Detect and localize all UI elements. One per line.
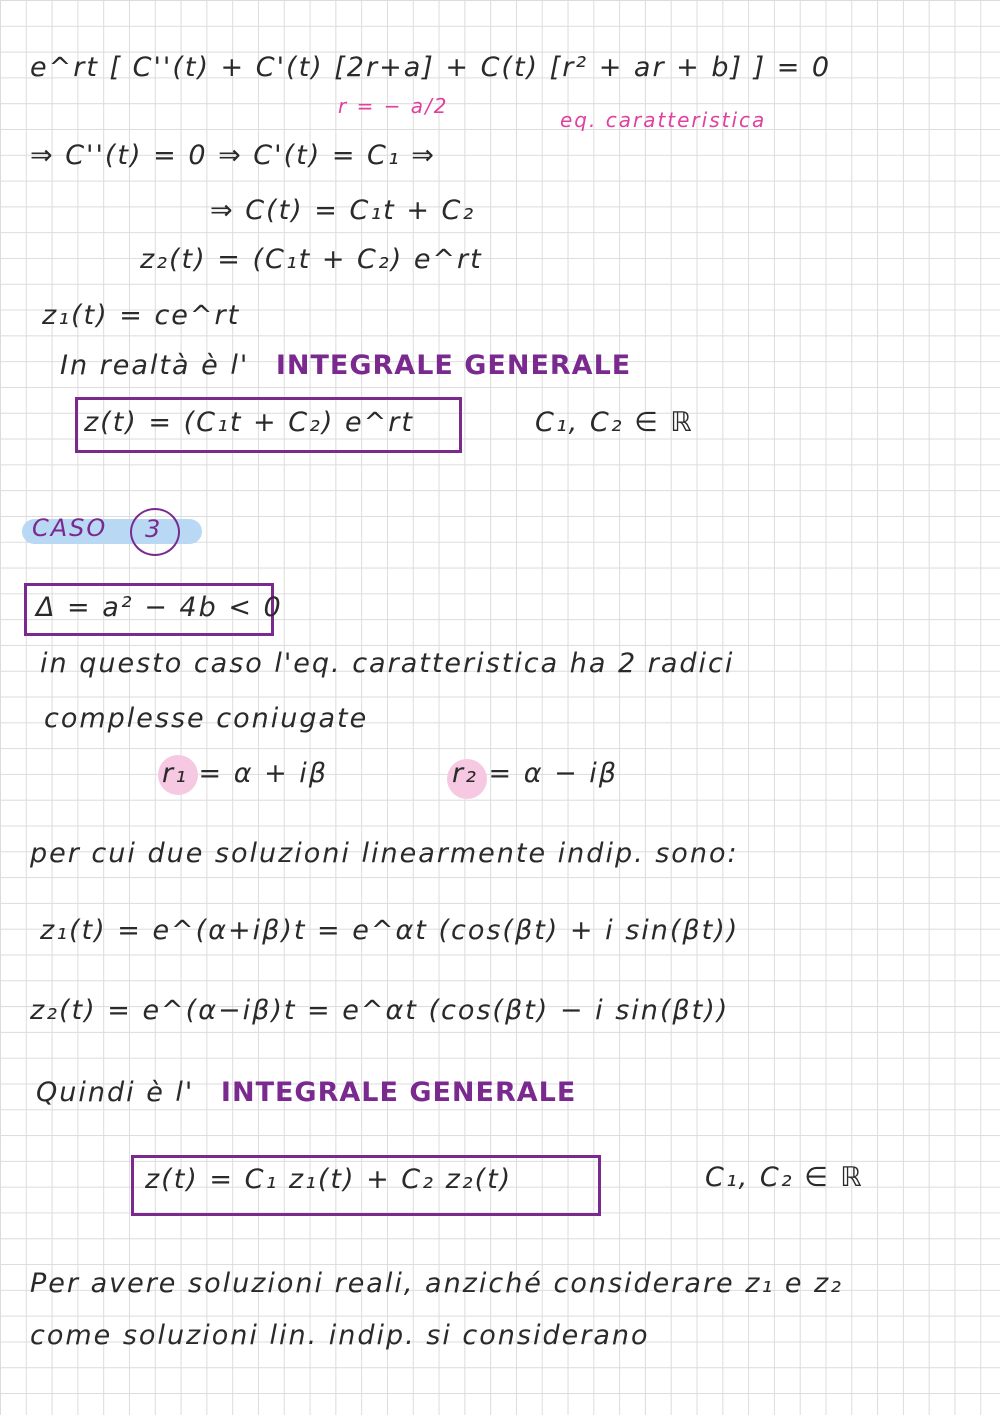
boxed-solution-2-text: z(t) = C₁ z₁(t) + C₂ z₂(t) — [145, 1164, 513, 1195]
text-line-real: Per avere soluzioni reali, anziché considerare z₁ e z₂ — [30, 1268, 844, 1299]
equation-line-2: ⇒ C''(t) = 0 ⇒ C'(t) = C₁ ⇒ — [30, 140, 436, 171]
general-integral-intro — [60, 350, 631, 381]
root-1: r₁ = α + iβ — [162, 758, 329, 789]
general-integral-intro-2 — [36, 1077, 576, 1108]
general-integral-title: INTEGRALE GENERALE — [275, 350, 632, 381]
note-characteristic-eq: eq. caratteristica — [560, 108, 767, 132]
equation-line-3: ⇒ C(t) = C₁t + C₂ — [210, 195, 476, 226]
case-label: CASO — [32, 514, 108, 542]
boxed-solution-2-domain: C₁, C₂ ∈ ℝ — [705, 1162, 864, 1193]
text-line-independent: per cui due soluzioni linearmente indip. sono: — [30, 838, 739, 869]
equation-line-1: e^rt [ C''(t) + C'(t) [2r+a] + C(t) [r² + ar + b] ] = 0 — [30, 52, 832, 83]
boxed-solution-1-text: z(t) = (C₁t + C₂) e^rt — [84, 407, 414, 438]
equation-z2: z₂(t) = (C₁t + C₂) e^rt — [140, 244, 483, 275]
text-line-consider: come soluzioni lin. indip. si considerano — [30, 1320, 650, 1351]
equation-z2-complex: z₂(t) = e^(α−iβ)t = e^αt (cos(βt) − i sin(βt)) — [30, 995, 730, 1026]
equation-z1-complex: z₁(t) = e^(α+iβ)t = e^αt (cos(βt) + i sin(βt)) — [40, 915, 740, 946]
general-integral-intro-2-text: Quindi è l' — [36, 1077, 195, 1108]
text-line-conjugate: complesse coniugate — [44, 703, 369, 734]
general-integral-title-2: INTEGRALE GENERALE — [220, 1077, 577, 1108]
note-r-value: r = − a/2 — [338, 94, 449, 118]
equation-z1: z₁(t) = ce^rt — [42, 300, 241, 331]
case-number: 3 — [145, 515, 163, 543]
text-line-case: in questo caso l'eq. caratteristica ha 2 radici — [40, 648, 735, 679]
boxed-solution-1-domain: C₁, C₂ ∈ ℝ — [535, 407, 694, 438]
root-2: r₂ = α − iβ — [452, 758, 619, 789]
delta-condition: Δ = a² − 4b < 0 — [36, 592, 283, 623]
general-integral-intro-text: In realtà è l' — [60, 350, 250, 381]
